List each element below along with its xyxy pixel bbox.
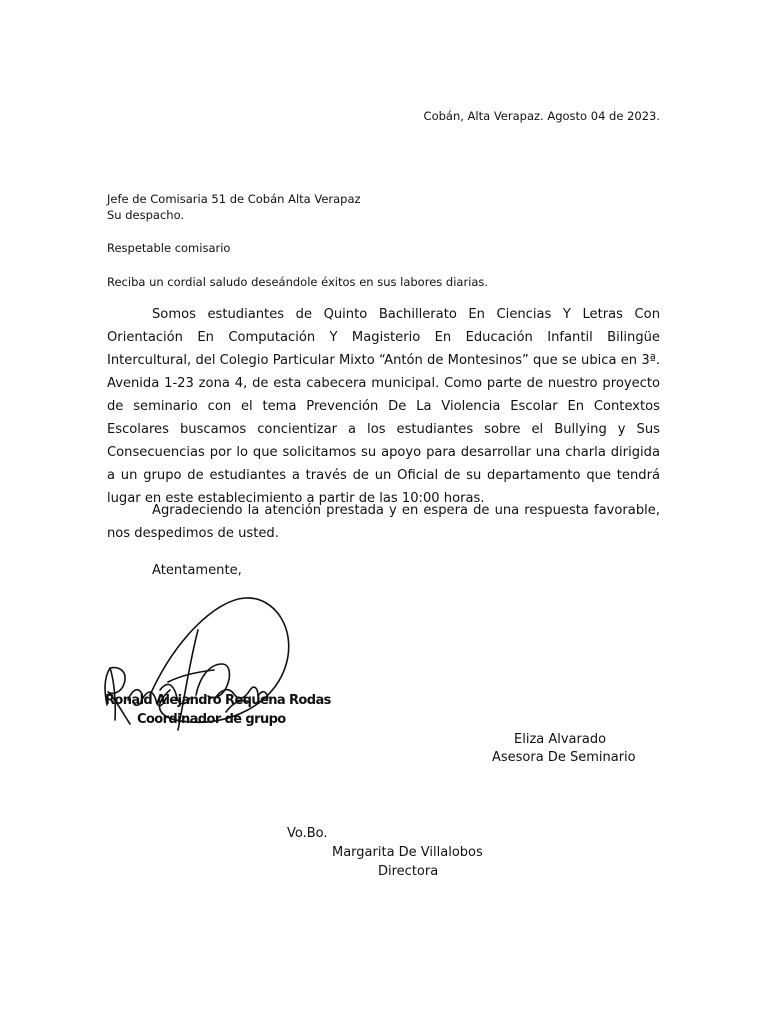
recipient-office: Su despacho. bbox=[107, 208, 185, 222]
body-paragraph: Somos estudiantes de Quinto Bachillerato En Ciencias Y Letras Con Orientación En Computación Y Magisterio En Educación Infantil Bilingüe Intercultural, del Colegio Particular Mixto “Antón de Montesinos” que se ubica en 3ª. Avenida 1-23 zona 4, de esta cabecera municipal. Como parte de nuestro proyecto de seminario con el tema Prevención De La Violencia Escolar En Contextos Escolares buscamos concientizar a los estudiantes sobre el Bullying y Sus Consecuencias por lo que solicitamos su apoyo para desarrollar una charla dirigida a un grupo de estudiantes a través de un Oficial de su departamento que tendrá lugar en este establecimiento a partir de las 10:00 horas. bbox=[107, 307, 660, 506]
date-line: Cobán, Alta Verapaz. Agosto 04 de 2023. bbox=[423, 109, 660, 123]
recipient-name: Jefe de Comisaria 51 de Cobán Alta Verapaz bbox=[107, 192, 361, 206]
closing: Atentamente, bbox=[152, 563, 242, 578]
director-title: Directora bbox=[378, 864, 439, 879]
coordinator-title: Coordinador de grupo bbox=[137, 712, 286, 727]
advisor-title: Asesora De Seminario bbox=[492, 750, 636, 765]
coordinator-name: Ronald Alejandro Requena Rodas bbox=[105, 693, 331, 708]
advisor-name: Eliza Alvarado bbox=[514, 732, 607, 747]
director-name: Margarita De Villalobos bbox=[332, 845, 483, 860]
greeting: Reciba un cordial saludo deseándole éxitos en sus labores diarias. bbox=[107, 275, 489, 289]
body-paragraph: Agradeciendo la atención prestada y en espera de una respuesta favorable, nos despedimos de usted. bbox=[107, 503, 660, 541]
vobo-label: Vo.Bo. bbox=[287, 826, 328, 841]
salutation: Respetable comisario bbox=[107, 241, 231, 255]
